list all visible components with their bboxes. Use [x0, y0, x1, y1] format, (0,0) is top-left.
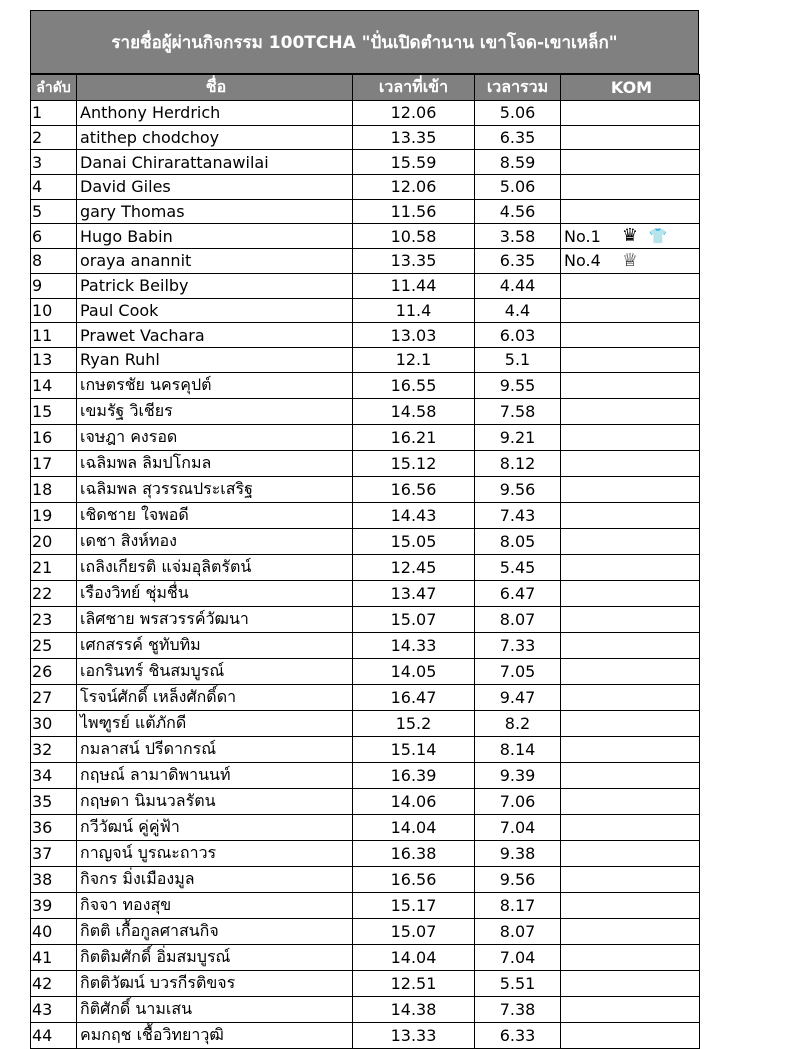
cell-no: 23 — [31, 606, 77, 632]
cell-kom — [561, 762, 700, 788]
cell-time-in: 11.44 — [353, 273, 475, 298]
table-row — [31, 249, 700, 274]
cell-kom — [561, 199, 700, 224]
cell-time-in: 14.43 — [353, 502, 475, 528]
cell-time-in: 13.47 — [353, 580, 475, 606]
cell-name: กิติศักดิ์ นามเสน — [77, 996, 353, 1022]
cell-time-total: 9.56 — [475, 866, 561, 892]
polka-dot-jersey-icon: 👕 — [648, 227, 668, 246]
table-row — [31, 710, 700, 736]
cell-name: คมกฤช เชื้อวิทยาวุฒิ — [77, 1022, 353, 1048]
cell-time-total: 6.35 — [475, 125, 561, 150]
cell-name: กฤษดา นิมนวลรัตน — [77, 788, 353, 814]
table-row — [31, 528, 700, 554]
cell-name: Hugo Babin — [77, 224, 353, 249]
cell-name: โรจน์ศักดิ์ เหล็งศักดิ์ดา — [77, 684, 353, 710]
cell-name: เฉลิมพล ลิมปโกมล — [77, 450, 353, 476]
cell-time-total: 4.44 — [475, 273, 561, 298]
cell-name: Prawet Vachara — [77, 323, 353, 348]
cell-kom — [561, 710, 700, 736]
cell-kom — [561, 347, 700, 372]
table-row — [31, 347, 700, 372]
cell-name: Paul Cook — [77, 298, 353, 323]
cell-name: เศกสรรค์ ชูทับทิม — [77, 632, 353, 658]
cell-name: กิจกร มิ่งเมืองมูล — [77, 866, 353, 892]
cell-time-in: 16.47 — [353, 684, 475, 710]
cell-name: Danai Chirarattanawilai — [77, 150, 353, 175]
cell-time-total: 6.47 — [475, 580, 561, 606]
cell-name: เขมรัฐ วิเชียร — [77, 398, 353, 424]
cell-name: กมลาสน์ ปรีดากรณ์ — [77, 736, 353, 762]
cell-no: 25 — [31, 632, 77, 658]
cell-no: 27 — [31, 684, 77, 710]
table-row — [31, 450, 700, 476]
cell-time-total: 4.4 — [475, 298, 561, 323]
cell-time-in: 13.35 — [353, 125, 475, 150]
cell-time-total: 8.17 — [475, 892, 561, 918]
cell-time-total: 7.38 — [475, 996, 561, 1022]
table-row — [31, 814, 700, 840]
cell-time-total: 7.06 — [475, 788, 561, 814]
cell-time-in: 15.59 — [353, 150, 475, 175]
cell-kom — [561, 684, 700, 710]
cell-time-total: 9.56 — [475, 476, 561, 502]
cell-time-in: 12.06 — [353, 175, 475, 200]
cell-time-total: 7.04 — [475, 944, 561, 970]
table-row — [31, 970, 700, 996]
table-row — [31, 788, 700, 814]
table-row — [31, 840, 700, 866]
cell-no: 9 — [31, 273, 77, 298]
cell-no: 5 — [31, 199, 77, 224]
table-row — [31, 476, 700, 502]
cell-name: Ryan Ruhl — [77, 347, 353, 372]
cell-time-total: 7.58 — [475, 398, 561, 424]
cell-kom — [561, 918, 700, 944]
table-row — [31, 684, 700, 710]
table-row — [31, 762, 700, 788]
cell-kom — [561, 323, 700, 348]
cell-kom — [561, 866, 700, 892]
cell-kom — [561, 125, 700, 150]
cell-no: 8 — [31, 249, 77, 274]
cell-name: กฤษณ์ ลามาดิพานนท์ — [77, 762, 353, 788]
cell-time-in: 15.14 — [353, 736, 475, 762]
cell-no: 37 — [31, 840, 77, 866]
cell-time-total: 4.56 — [475, 199, 561, 224]
cell-time-total: 8.14 — [475, 736, 561, 762]
cell-time-in: 16.21 — [353, 424, 475, 450]
cell-time-total: 9.38 — [475, 840, 561, 866]
cell-time-in: 14.06 — [353, 788, 475, 814]
cell-no: 43 — [31, 996, 77, 1022]
cell-time-in: 15.17 — [353, 892, 475, 918]
cell-time-in: 14.04 — [353, 814, 475, 840]
cell-time-total: 7.04 — [475, 814, 561, 840]
cell-time-in: 14.33 — [353, 632, 475, 658]
cell-time-in: 11.4 — [353, 298, 475, 323]
cell-time-in: 16.56 — [353, 476, 475, 502]
cell-name: กิตติ เกื้อกูลศาสนกิจ — [77, 918, 353, 944]
cell-time-in: 16.38 — [353, 840, 475, 866]
cell-name: กิตติมศักดิ์ อิ่มสมบูรณ์ — [77, 944, 353, 970]
cell-no: 17 — [31, 450, 77, 476]
cell-name: Patrick Beilby — [77, 273, 353, 298]
cell-name: เกษตรชัย นครคุปต์ — [77, 372, 353, 398]
cell-no: 4 — [31, 175, 77, 200]
header-time-total: เวลารวม — [475, 75, 561, 101]
cell-time-total: 8.12 — [475, 450, 561, 476]
table-row — [31, 632, 700, 658]
cell-no: 26 — [31, 658, 77, 684]
cell-time-total: 9.39 — [475, 762, 561, 788]
cell-time-in: 15.2 — [353, 710, 475, 736]
header-row — [31, 75, 700, 101]
table-row — [31, 398, 700, 424]
table-row — [31, 273, 700, 298]
cell-name: เชิดชาย ใจพอดี — [77, 502, 353, 528]
cell-no: 38 — [31, 866, 77, 892]
cell-no: 2 — [31, 125, 77, 150]
cell-kom — [561, 658, 700, 684]
table-row — [31, 502, 700, 528]
cell-no: 11 — [31, 323, 77, 348]
cell-kom — [561, 632, 700, 658]
cell-time-in: 11.56 — [353, 199, 475, 224]
cell-time-in: 14.58 — [353, 398, 475, 424]
cell-no: 40 — [31, 918, 77, 944]
table-row — [31, 424, 700, 450]
table-row — [31, 372, 700, 398]
table-row — [31, 996, 700, 1022]
cell-no: 34 — [31, 762, 77, 788]
cell-kom — [561, 502, 700, 528]
cell-kom — [561, 996, 700, 1022]
cell-time-in: 10.58 — [353, 224, 475, 249]
cell-no: 42 — [31, 970, 77, 996]
cell-time-in: 15.07 — [353, 606, 475, 632]
table-row — [31, 101, 700, 126]
cell-time-total: 7.43 — [475, 502, 561, 528]
cell-name: ไพฑูรย์ แต้ภักดี — [77, 710, 353, 736]
results-table — [30, 74, 700, 1049]
cell-time-total: 7.33 — [475, 632, 561, 658]
cell-time-in: 12.06 — [353, 101, 475, 126]
cell-name: เดชา สิงห์ทอง — [77, 528, 353, 554]
cell-name: กิตติวัฒน์ บวรกีรติขจร — [77, 970, 353, 996]
crown-outline-icon: ♕ — [621, 249, 639, 271]
table-row — [31, 150, 700, 175]
cell-name: oraya anannit — [77, 249, 353, 274]
cell-no: 14 — [31, 372, 77, 398]
cell-time-total: 9.21 — [475, 424, 561, 450]
cell-no: 6 — [31, 224, 77, 249]
cell-kom — [561, 224, 700, 249]
cell-time-total: 8.2 — [475, 710, 561, 736]
cell-kom — [561, 554, 700, 580]
cell-no: 15 — [31, 398, 77, 424]
cell-name: Anthony Herdrich — [77, 101, 353, 126]
table-row — [31, 606, 700, 632]
kom-rank: No.1 — [564, 226, 601, 246]
cell-no: 18 — [31, 476, 77, 502]
cell-time-in: 13.03 — [353, 323, 475, 348]
cell-time-total: 5.45 — [475, 554, 561, 580]
cell-time-in: 15.07 — [353, 918, 475, 944]
cell-kom — [561, 372, 700, 398]
cell-kom — [561, 892, 700, 918]
cell-name: กวีวัฒน์ คู่คู่ฟ้า — [77, 814, 353, 840]
cell-no: 20 — [31, 528, 77, 554]
cell-kom — [561, 150, 700, 175]
cell-kom — [561, 298, 700, 323]
cell-kom — [561, 1022, 700, 1048]
cell-time-in: 14.05 — [353, 658, 475, 684]
cell-time-total: 8.59 — [475, 150, 561, 175]
cell-name: เลิศชาย พรสวรรค์วัฒนา — [77, 606, 353, 632]
cell-time-total: 6.35 — [475, 249, 561, 274]
cell-time-total: 8.07 — [475, 606, 561, 632]
cell-kom — [561, 528, 700, 554]
cell-time-total: 8.07 — [475, 918, 561, 944]
cell-time-in: 12.45 — [353, 554, 475, 580]
kom-rank: No.4 — [564, 251, 601, 271]
cell-no: 35 — [31, 788, 77, 814]
cell-kom — [561, 249, 700, 274]
cell-time-in: 12.1 — [353, 347, 475, 372]
table-row — [31, 125, 700, 150]
cell-time-total: 6.33 — [475, 1022, 561, 1048]
cell-name: เรืองวิทย์ ชุ่มชื่น — [77, 580, 353, 606]
cell-name: เฉลิมพล สุวรรณประเสริฐ — [77, 476, 353, 502]
cell-kom — [561, 580, 700, 606]
cell-no: 10 — [31, 298, 77, 323]
cell-kom — [561, 840, 700, 866]
cell-time-total: 5.51 — [475, 970, 561, 996]
table-row — [31, 580, 700, 606]
cell-time-total: 6.03 — [475, 323, 561, 348]
table-row — [31, 175, 700, 200]
cell-kom — [561, 814, 700, 840]
cell-name: gary Thomas — [77, 199, 353, 224]
cell-time-total: 7.05 — [475, 658, 561, 684]
cell-no: 22 — [31, 580, 77, 606]
results-sheet — [30, 10, 699, 1049]
header-time-in: เวลาที่เข้า — [353, 75, 475, 101]
cell-name: เจษฎา คงรอด — [77, 424, 353, 450]
table-row — [31, 554, 700, 580]
cell-kom — [561, 175, 700, 200]
cell-time-in: 13.35 — [353, 249, 475, 274]
cell-time-total: 5.06 — [475, 101, 561, 126]
cell-no: 19 — [31, 502, 77, 528]
cell-time-in: 16.39 — [353, 762, 475, 788]
table-row — [31, 658, 700, 684]
cell-no: 21 — [31, 554, 77, 580]
table-row — [31, 736, 700, 762]
table-row — [31, 892, 700, 918]
table-row — [31, 944, 700, 970]
cell-name: atithep chodchoy — [77, 125, 353, 150]
cell-no: 44 — [31, 1022, 77, 1048]
cell-kom — [561, 606, 700, 632]
cell-no: 41 — [31, 944, 77, 970]
table-row — [31, 918, 700, 944]
cell-time-in: 16.56 — [353, 866, 475, 892]
table-row — [31, 323, 700, 348]
cell-time-in: 16.55 — [353, 372, 475, 398]
cell-time-in: 13.33 — [353, 1022, 475, 1048]
cell-name: เถลิงเกียรติ แจ่มอุลิตรัตน์ — [77, 554, 353, 580]
cell-time-in: 12.51 — [353, 970, 475, 996]
cell-name: กาญจน์ บูรณะถาวร — [77, 840, 353, 866]
cell-no: 39 — [31, 892, 77, 918]
header-name: ชื่อ — [77, 75, 353, 101]
cell-kom — [561, 101, 700, 126]
table-row — [31, 199, 700, 224]
header-no: ลำดับ — [31, 75, 77, 101]
cell-time-total: 9.47 — [475, 684, 561, 710]
cell-no: 1 — [31, 101, 77, 126]
sheet-title: รายชื่อผู้ผ่านกิจกรรม 100TCHA "ปั่นเปิดตำนาน เขาโจด-เขาเหล็ก" — [30, 10, 699, 74]
cell-no: 30 — [31, 710, 77, 736]
cell-time-total: 5.1 — [475, 347, 561, 372]
cell-time-total: 8.05 — [475, 528, 561, 554]
table-row — [31, 298, 700, 323]
cell-time-in: 15.05 — [353, 528, 475, 554]
cell-name: กิจจา ทองสุข — [77, 892, 353, 918]
cell-kom — [561, 736, 700, 762]
cell-kom — [561, 398, 700, 424]
cell-kom — [561, 450, 700, 476]
cell-no: 13 — [31, 347, 77, 372]
table-row — [31, 224, 700, 249]
cell-kom — [561, 944, 700, 970]
cell-time-in: 15.12 — [353, 450, 475, 476]
cell-time-total: 5.06 — [475, 175, 561, 200]
crown-solid-icon: ♛ — [621, 225, 639, 247]
cell-time-in: 14.04 — [353, 944, 475, 970]
cell-kom — [561, 424, 700, 450]
cell-no: 3 — [31, 150, 77, 175]
cell-kom — [561, 476, 700, 502]
cell-kom — [561, 788, 700, 814]
cell-no: 36 — [31, 814, 77, 840]
cell-kom — [561, 273, 700, 298]
cell-name: เอกรินทร์ ชินสมบูรณ์ — [77, 658, 353, 684]
header-kom: KOM — [561, 75, 700, 101]
cell-no: 16 — [31, 424, 77, 450]
cell-time-in: 14.38 — [353, 996, 475, 1022]
cell-name: David Giles — [77, 175, 353, 200]
cell-kom — [561, 970, 700, 996]
table-row — [31, 1022, 700, 1048]
cell-time-total: 3.58 — [475, 224, 561, 249]
cell-time-total: 9.55 — [475, 372, 561, 398]
table-row — [31, 866, 700, 892]
cell-no: 32 — [31, 736, 77, 762]
